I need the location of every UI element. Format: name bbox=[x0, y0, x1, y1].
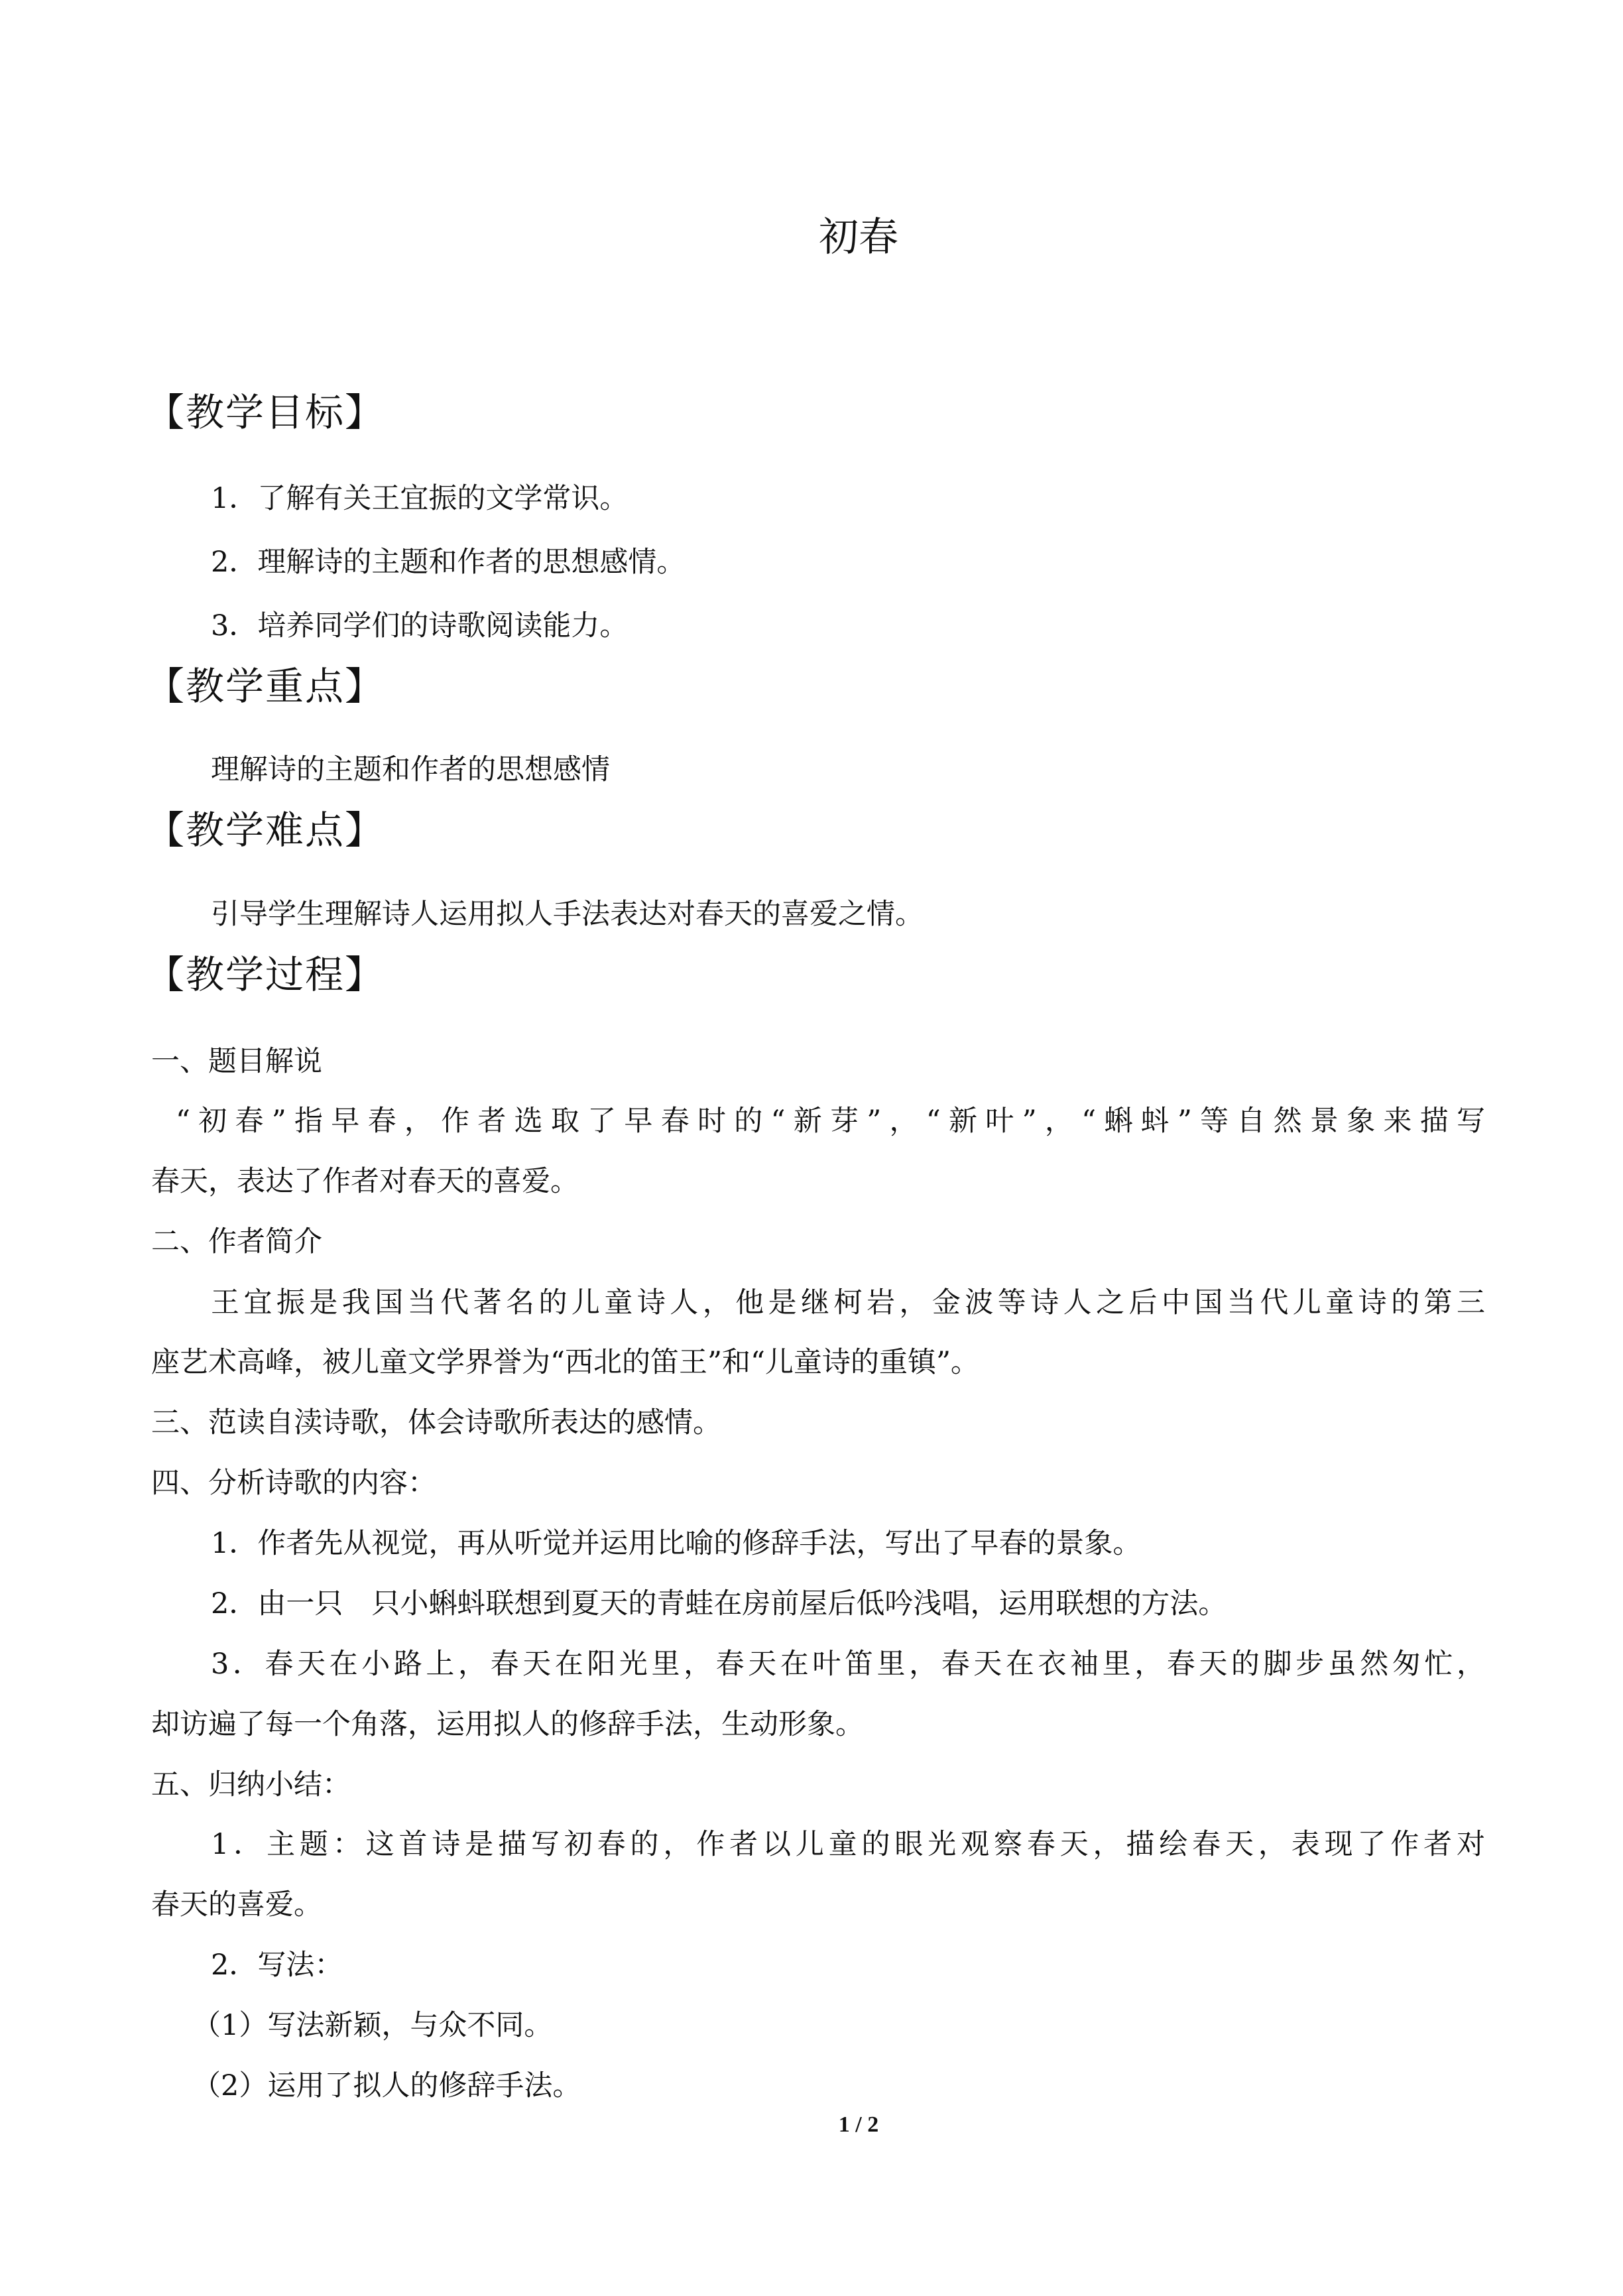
process-subtitle: 四、分析诗歌的内容： bbox=[151, 1467, 436, 1500]
goal-item: 1．了解有关王宜振的文学常识。 bbox=[211, 482, 629, 515]
paragraph-line: 座艺术高峰，被儿童文学界誉为“西北的笛王”和“儿童诗的重镇”。 bbox=[151, 1346, 979, 1379]
summary-item: 1．主题：这首诗是描写初春的，作者以儿童的眼光观察春天，描绘春天，表现了作者对 bbox=[211, 1828, 1485, 1861]
analysis-item: 却访遍了每一个角落，运用拟人的修辞手法，生动形象。 bbox=[151, 1708, 864, 1741]
section-heading-focus: 【教学重点】 bbox=[146, 664, 385, 709]
process-subtitle: 二、作者简介 bbox=[151, 1225, 322, 1258]
page-number: 1 / 2 bbox=[838, 2112, 879, 2137]
paragraph-line: 春天，表达了作者对春天的喜爱。 bbox=[151, 1165, 579, 1198]
section-heading-difficulty: 【教学难点】 bbox=[146, 808, 385, 853]
process-subtitle: 五、归纳小结： bbox=[151, 1768, 351, 1801]
summary-item: 春天的喜爱。 bbox=[151, 1888, 322, 1921]
focus-text: 理解诗的主题和作者的思想感情 bbox=[211, 753, 610, 786]
difficulty-text: 引导学生理解诗人运用拟人手法表达对春天的喜爱之情。 bbox=[211, 898, 924, 931]
analysis-item: 3．春天在小路上，春天在阳光里，春天在叶笛里，春天在衣袖里，春天的脚步虽然匆忙， bbox=[211, 1648, 1485, 1681]
page-title: 初春 bbox=[819, 214, 898, 261]
goal-item: 3．培养同学们的诗歌阅读能力。 bbox=[211, 609, 629, 642]
section-heading-process: 【教学过程】 bbox=[146, 952, 385, 997]
process-subtitle: 三、范读自渎诗歌，体会诗歌所表达的感情。 bbox=[151, 1406, 721, 1439]
goal-item: 2．理解诗的主题和作者的思想感情。 bbox=[211, 546, 686, 579]
paragraph-line: 王宜振是我国当代著名的儿童诗人，他是继柯岩，金波等诗人之后中国当代儿童诗的第三 bbox=[211, 1286, 1485, 1319]
summary-item: 2．写法： bbox=[211, 1949, 343, 1982]
paragraph-line: “初春”指早春，作者选取了早春时的“新芽”，“新叶”，“蝌蚪”等自然景象来描写 bbox=[176, 1105, 1485, 1138]
analysis-item: 2．由一只 只小蝌蚪联想到夏天的青蛙在房前屋后低吟浅唱，运用联想的方法。 bbox=[211, 1587, 1227, 1620]
process-subtitle: 一、题目解说 bbox=[151, 1045, 322, 1078]
summary-subitem: （2）运用了拟人的修辞手法。 bbox=[192, 2069, 581, 2102]
analysis-item: 1．作者先从视觉，再从听觉并运用比喻的修辞手法，写出了早春的景象。 bbox=[211, 1527, 1142, 1560]
summary-subitem: （1）写法新颖，与众不同。 bbox=[192, 2009, 553, 2042]
section-heading-goals: 【教学目标】 bbox=[146, 390, 385, 435]
